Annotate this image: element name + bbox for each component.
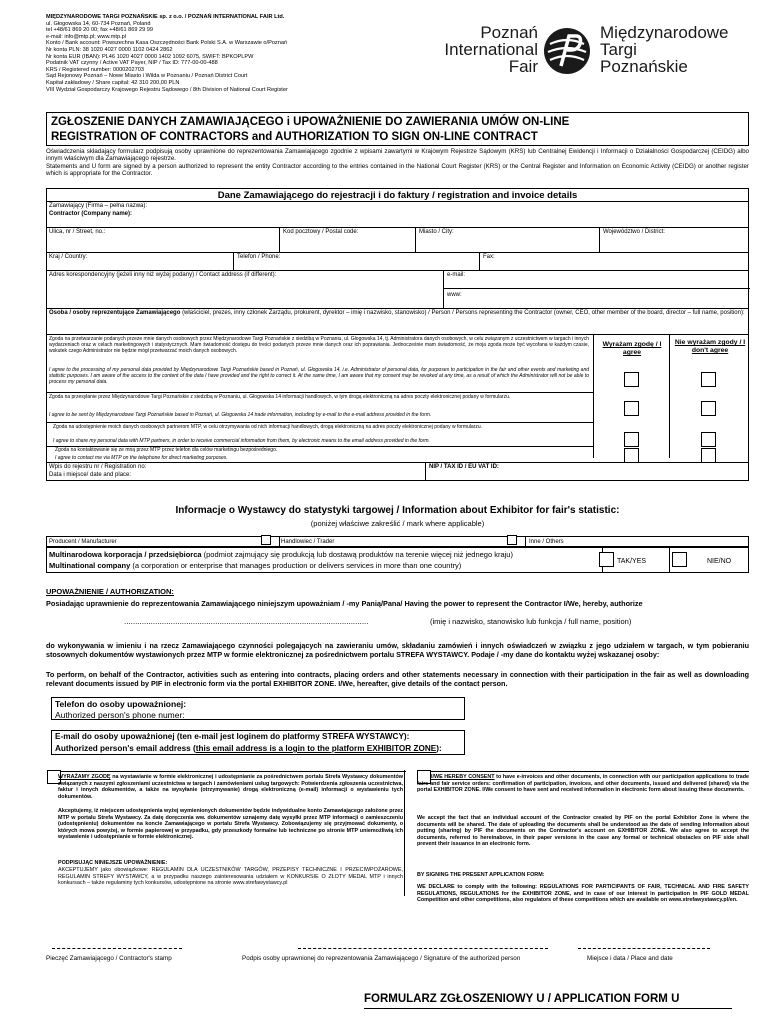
representatives-label-bold: Osoba / osoby reprezentujące Zamawiającego — [49, 310, 181, 316]
place-date-line — [578, 948, 710, 949]
disagree-column-header: Nie wyrażam zgody / I don't agree — [674, 339, 746, 355]
authorization-body-pl: do wykonywania w imieniu i na rzecz Zamawiającego czynności polegających na zawieraniu umów, składaniu zamówień i innych oświadczeń w związku z jego udziałem w targach, w tym pobieraniu stosownych dokumentów wystawionych przez MTP w formie elektronicznej za pośrednictwem portalu STREFA WYSTAWCY. Podaje / -my dane do kontaktu wyżej wskazanej osoby: — [46, 641, 749, 659]
consent-3-agree-checkbox[interactable] — [624, 432, 639, 447]
logo-word: Targi — [600, 40, 637, 59]
company-line: VIII Wydział Gospodarczy Krajowego Rejestru Sądowego / 8th Division of National Court Register — [46, 86, 288, 93]
company-line: ul. Głogowska 14, 60-734 Poznań, Poland — [46, 20, 151, 27]
company-line: Sąd Rejonowy Poznań – Nowe Miasto i Wilda w Poznaniu / Poznań District Court — [46, 73, 248, 80]
contractor-label-pl: Zamawiający (Firma – pełna nazwa): — [49, 203, 148, 209]
fax-label: Fax: — [483, 254, 495, 260]
statistics-heading: Informacje o Wystawcy do statystyki targowej / Information about Exhibitor for fair's statistic: — [175, 505, 620, 516]
authorization-heading: UPOWAŻNIENIE / AUTHORIZATION: — [46, 587, 174, 596]
authorization-intro: Posiadając uprawnienie do reprezentowania Zamawiającego niniejszym upoważniam / -my Panią/Pana/ Having the power to represent the Contractor I/We, hereby, authorize — [46, 599, 643, 608]
postal-code-input[interactable] — [283, 239, 411, 249]
multinational-row — [46, 547, 749, 573]
e-invoice-consent-en-1: to have e-invoices and other documents, in connection with our participation applications to trade fairs and fair service orders: confirmation of participation, invoices, and other documents, issued and delivered (shared) via the portal EXHIBITOR ZONE. I/We consent to have sent and received information in electronic form about issuing these documents. — [417, 774, 749, 794]
company-line: e-mail: info@mtp.pl; www.mtp.pl — [46, 33, 126, 40]
consent-4-pl: Zgoda na kontaktowanie się ze mną przez MTP przez telefon dla celów marketingu bezpośredniego. — [55, 447, 278, 453]
e-invoice-consent-en-2: We accept the fact that an individual account of the Contractor created by PIF on the portal Exhibitor Zone is where the documents will be shared. The date of uploading the documents shall be understood as the date of sending information about putting (sharing) by PIF the documents on the Contractor's account on EXHIBITOR ZONE. We also agree to accept the documents, referred to hereinabove, in their paper versions in the case any formal or technical obstacles on PIF side shall prevent their issuance in an electronic form. — [417, 815, 749, 848]
signature-line — [298, 948, 548, 949]
contractor-label-en — [49, 211, 132, 218]
nip-label: NIP / TAX ID / EU VAT ID: — [429, 464, 499, 470]
email-label: e-mail: — [447, 272, 466, 278]
logo-word: Poznań — [480, 23, 538, 42]
statistics-subheading: (poniżej właściwe zakreślić / mark where applicable) — [310, 519, 485, 528]
email-en-a: Authorized person's email address ( — [55, 744, 196, 753]
authorized-email-field[interactable] — [51, 730, 465, 755]
consent-1-disagree-checkbox[interactable] — [701, 372, 716, 387]
company-line: Nr konta EUR (IBAN): PL46 1020 4027 0000 1402 1092 6075, SWIFT: BPKOPLPW — [46, 53, 254, 60]
company-type-row — [46, 536, 749, 547]
e-invoice-consent-pl — [58, 774, 403, 800]
producer-checkbox[interactable] — [261, 535, 271, 545]
logo-word: Fair — [508, 57, 538, 76]
multinational-pl-text: (podmiot zajmujący się produkcją lub dostawą produktów na terenie więcej niż jednego kraju) — [203, 550, 513, 559]
consent-2-pl: Zgoda na przesyłanie przez Międzynarodowe Targi Poznańskie z siedzibą w Poznaniu, ul. Głogowska 14 informacji handlowych, w tym drogą elektroniczną na adres poczty elektronicznej podany w formularzu. — [49, 394, 511, 400]
multinational-no-checkbox[interactable] — [672, 552, 687, 567]
www-label: www: — [447, 292, 462, 298]
e-invoice-consent-pl-4: AKCEPTUJEMY jako obowiązkowe: REGULAMIN DLA UCZESTNIKÓW TARGÓW, PRZEPISY TECHNICZNE I PRZECIWPOŻAROWE, REGULAMIN STREFY WYSTAWCY, a w przypadku naszego zainteresowania udziałem w KONKURSIE O ZŁOTY MEDAL MTP i innych konkursach – także regulaminy tych konkursów, udostępnione na stronie www.strefawystawcy.pl — [58, 867, 403, 887]
e-invoice-consent-en-u: I/WE HEREBY CONSENT — [431, 774, 495, 780]
consent-1-pl: Zgoda na przetwarzanie podanych przeze mnie danych osobowych przez Międzynarodowe Targi Poznańskie z siedzibą w Poznaniu, ul. Głogowska 14, tj. Administratora danych osobowych, w celu związanym z uczestnictwem w targach i innych wydarzeniach oraz w celach marketingowych i statystycznych. Mam świadomość dostępu do treści podanych przeze mnie danych oraz ich poprawiania. Jednocześnie mam świadomość, że moja zgoda może być wycofana w każdym czasie, wskutek czego Administrator nie będzie mógł przetwarzać moich danych osobowych. — [49, 336, 589, 355]
consent-2-en: I agree to be sent by Międzynarodowe Targi Poznańskie based in Poznań, ul. Głogowska 14 trade information, including by e-mail to the e-mail address provided in the form. — [49, 412, 432, 418]
consent-4-disagree-checkbox[interactable] — [701, 448, 716, 463]
stamp-line — [52, 948, 182, 949]
consent-3-pl: Zgoda na udostępnienie moich danych osobowych partnerom MTP, w celu otrzymywania od nich informacji handlowych, drogą elektroniczną na adres poczty elektronicznej podany w formularzu. — [53, 424, 483, 430]
e-invoice-consent-pl-u: WYRAŻAMY ZGODĘ — [58, 774, 111, 780]
stamp-caption: Pieczęć Zamawiającego / Contractor's stamp — [46, 955, 172, 962]
consent-1-en: I agree to the processing of my personal data provided by Międzynarodowe Targi Poznańskie based in Poznań, ul. Głogowska 14, i.e. Administrator of personal data, for purposes to participation in the fair and other events and marketing and statistic purposes. I am aware of the access to the content of the data I have provided and the right to correct it. At the same time, I am aware that my consent may be revoked at any time, as a result of which the Administrator will not be able to process my personal data. — [49, 367, 589, 386]
authorization-body-en: To perform, on behalf of the Contractor, activities such as entering into contracts, placing orders and other statements necessary in connection with their participation in the fair as well as downloading relevant documents issued by PIF in electronic form via the portal EXHIBITOR ZONE. I/We, hereafter, give details of the contact person. — [46, 670, 749, 688]
consent-2-disagree-checkbox[interactable] — [701, 401, 716, 416]
contact-address-label: Adres korespondencyjny (jeżeli inny niż wyżej podany) / Contact address (if different): — [49, 272, 277, 278]
logo-word: Poznańskie — [600, 57, 688, 76]
e-invoice-consent-pl-3: PODPISUJĄC NINIEJSZE UPOWAŻNIENIE: — [58, 860, 168, 866]
multinational-yes-label: TAK/YES — [617, 558, 647, 565]
logo-word: Międzynarodowe — [600, 23, 729, 42]
email-en-b: ): — [436, 744, 442, 753]
company-line: tel +48/61 869 20 00; fax +48/61 869 29 99 — [46, 27, 153, 34]
authorized-email-label-pl: E-mail do osoby upoważnionej (ten e-mail jest loginem do platformy STREFA WYSTAWCY): — [55, 732, 410, 741]
trader-checkbox[interactable] — [507, 535, 517, 545]
email-en-u: this email address is a login to the platform EXHIBITOR ZONE — [195, 744, 437, 753]
mtp-globe-icon — [542, 26, 592, 76]
company-line: Kapitał zakładowy / Share capital: 42 310 200,00 PLN — [46, 79, 180, 86]
authorized-person-caption: (imię i nazwisko, stanowisko lub funkcja / full name, position) — [430, 617, 632, 626]
place-date-caption: Miejsce i data / Place and date — [587, 955, 673, 962]
consent-4-en: I agree to contact me via MTP on the telephone for direct marketing purposes. — [55, 455, 228, 461]
company-line: KRS / Registered number: 0000202703 — [46, 66, 144, 73]
contractor-name-input[interactable] — [49, 219, 744, 227]
title-en: REGISTRATION OF CONTRACTORS and AUTHORIZATION TO SIGN ON-LINE CONTRACT — [51, 131, 538, 143]
company-line: Konto / Bank account: Powszechna Kasa Oszczędności Bank Polski S.A. w Warszawie o/Poznań — [46, 40, 288, 47]
street-input[interactable] — [49, 239, 275, 249]
declaration-pl: Oświadczenia składający formularz podpisują osoby uprawnione do reprezentowania Zamawiającego zgodnie z wpisami zawartymi w Krajowym Rejestrze Sądowym (KRS) lub Centralnej Ewidencji i Informacji o Działalności Gospodarczej (CEIDG) albo innym właściwym dla Zamawiającego rejestrze. — [46, 148, 749, 163]
multinational-en-bold: Multinational company — [49, 561, 131, 570]
registration-section — [46, 188, 749, 481]
phone-label: Telefon / Phone: — [237, 254, 281, 260]
declaration-en: Statements and U form are signed by a person authorized to represent the entity Contractor according to the entries contained in the National Court Register (KRS) or the Central Register and Information on Economic Activity (CEIDG) or another register which is appropriate for the Contractor. — [46, 163, 749, 178]
multinational-en — [49, 561, 461, 570]
multinational-no-label: NIE/NO — [707, 558, 732, 565]
country-label: Kraj / Country: — [49, 254, 88, 260]
consent-4-agree-checkbox[interactable] — [624, 448, 639, 463]
company-details — [46, 14, 376, 93]
logo-word: International — [444, 40, 538, 59]
multinational-yes-checkbox[interactable] — [599, 552, 614, 567]
registration-number-label: Wpis do rejestru nr / Registration no: — [49, 464, 147, 470]
title-box — [46, 112, 749, 146]
consent-3-en: I agree to share my personal data with MTP partners, in order to receive commercial information from them, by electronic means to the email address provided in the form. — [53, 438, 430, 444]
street-label: Ulica, nr / Street, no.: — [49, 229, 106, 235]
representatives-label — [49, 310, 745, 318]
authorized-phone-field[interactable] — [51, 697, 465, 720]
logo-text-right — [600, 24, 729, 75]
multinational-pl — [49, 550, 513, 559]
authorized-phone-label-en: Authorized person's phone numer: — [55, 710, 185, 720]
e-invoice-consent-en — [417, 774, 749, 794]
authorized-person-input[interactable] — [124, 612, 424, 622]
form-footer-title: FORMULARZ ZGŁOSZENIOWY U / APPLICATION FORM U — [364, 993, 680, 1005]
authorized-email-label-en — [55, 744, 442, 753]
e-invoice-consent-pl-1: na wystawianie w formie elektronicznej i udostępnianie za pośrednictwem portalu Strefa Wystawcy dokumentów związanych z naszymi zgłoszeniami uczestnictwa w targach i zamówieniami usług targowych: Potwierdzenia zgłoszenia uczestnictwa, faktur i innych dokumentów, a także na wysyłanie (otrzymywanie) drogą elektroniczną (e-mail) informacji o wystawieniu tych dokumentów. — [58, 774, 403, 800]
representatives-label-text: (właściciel, prezes, inny członek Zarządu, prokurent, dyrektor – imię i nazwisko, stanowisko) / Person / Persons representing the Contractor (owner, CEO, other member of the board, director – full name, position): — [182, 310, 745, 316]
agree-column-header: Wyrażam zgodę / I agree — [602, 341, 662, 357]
company-line: Podatnik VAT czynny / Active VAT Payer, NIP / Tax ID: 777-00-00-488 — [46, 60, 218, 67]
authorized-person-dots: .............................................................................................................. — [124, 617, 369, 626]
city-input[interactable] — [419, 239, 595, 249]
multinational-en-text: (a corporation or enterprise that manages production or delivers services in more than one country) — [132, 561, 462, 570]
logo-text-left — [444, 24, 538, 75]
postal-code-label: Kod pocztowy / Postal code: — [283, 229, 359, 235]
company-line: Nr konta PLN: 38 1020 4027 0000 1102 0424 2862 — [46, 46, 173, 53]
district-input[interactable] — [603, 239, 743, 249]
e-invoice-consent-en-4: WE DECLARE to comply with the following: REGULATIONS FOR PARTICIPANTS OF FAIR, TECHNICAL AND FIRE SAFETY REGULATIONS, REGULATIONS for the EXHIBITOR ZONE, and in case of our interest in participation in PIF GOLD MEDAL Competition and other competitions, also regulators of these competitions which are available on www.strefawystawcy.pl/en. — [417, 884, 749, 904]
title-pl: ZGŁOSZENIE DANYCH ZAMAWIAJĄCEGO i UPOWAŻNIENIE DO ZAWIERANIA UMÓW ON-LINE — [51, 116, 570, 128]
company-line: MIĘDZYNARODOWE TARGI POZNAŃSKIE sp. z o.o. / POZNAŃ INTERNATIONAL FAIR Ltd. — [46, 14, 285, 20]
consent-2-agree-checkbox[interactable] — [624, 401, 639, 416]
contractor-label-en-text: Contractor (Company name): — [49, 211, 133, 217]
e-invoice-consent-pl-2: Akceptujemy, iż miejscem udostępnienia wyżej wymienionych dokumentów będzie indywidualne konto Zamawiającego założone przez MTP w portalu Strefa Wystawcy. Za datę doręczenia ww. dokumentów uznajemy datę wysyłki przez MTP informacji o zamieszczeniu (udostępnieniu) dokumentów na koncie Zamawiającego w portalu Strefa Wystawcy. Zobowiązujemy się przyjmować dokumenty, o których mowa powyżej, w formie papierowej w przypadku, gdy przeszkody formalne lub techniczne po stronie MTP uniemożliwią ich wystawienie i udostępnianie w formie elektronicznej. — [58, 808, 403, 841]
logo — [420, 24, 750, 94]
city-label: Miasto / City: — [419, 229, 454, 235]
signature-caption: Podpis osoby uprawnionej do reprezentowania Zamawiającego / Signature of the authorized person — [242, 955, 521, 962]
date-place-label: Data i miejsce/ date and place: — [49, 472, 132, 478]
district-label: Województwo / District: — [603, 229, 665, 235]
producer-label: Producent / Manufacturer — [49, 539, 117, 545]
consent-3-disagree-checkbox[interactable] — [701, 432, 716, 447]
multinational-pl-bold: Multinarodowa korporacja / przedsiębiorca — [49, 550, 202, 559]
consent-1-agree-checkbox[interactable] — [624, 372, 639, 387]
e-invoice-consent-en-3: BY SIGNING THE PRESENT APPLICATION FORM: — [417, 872, 545, 878]
others-label: Inne / Others — [529, 539, 564, 545]
trader-label: Handlowiec / Trader — [281, 539, 335, 545]
authorized-phone-label-pl: Telefon do osoby upoważnionej: — [55, 699, 187, 709]
section-heading: Dane Zamawiającego do rejestracji i do faktury / registration and invoice details — [217, 190, 578, 201]
